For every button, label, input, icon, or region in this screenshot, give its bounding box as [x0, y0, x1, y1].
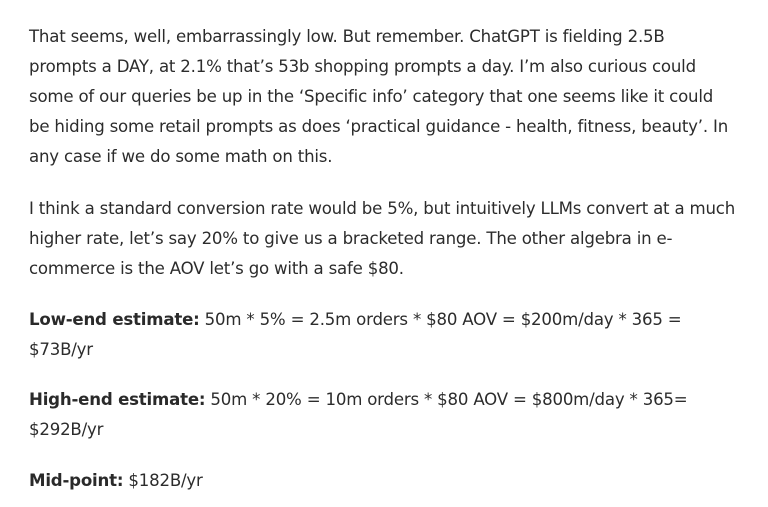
mid-point-value: $182B/yr [123, 471, 203, 490]
text-line: higher rate, let’s say 20% to give us a bracketed range. The other algebra in e- [29, 229, 673, 248]
mid-point-estimate [29, 466, 764, 496]
paragraph-conversion [29, 194, 764, 284]
text-line [29, 305, 764, 335]
text-line [29, 466, 764, 496]
text-line: any case if we do some math on this. [29, 147, 333, 166]
low-end-estimate [29, 305, 764, 365]
low-end-label: Low-end estimate: [29, 310, 200, 329]
high-end-formula: 50m * 20% = 10m orders * $80 AOV = $800m/day * 365= [205, 390, 688, 409]
high-end-label: High-end estimate: [29, 390, 206, 409]
high-end-estimate [29, 385, 764, 445]
high-end-result: $292B/yr [29, 420, 104, 439]
text-line: some of our queries be up in the ‘Specific info’ category that one seems like it could [29, 87, 714, 106]
text-line: prompts a DAY, at 2.1% that’s 53b shopping prompts a day. I’m also curious could [29, 57, 696, 76]
low-end-formula: 50m * 5% = 2.5m orders * $80 AOV = $200m/day * 365 = [199, 310, 682, 329]
low-end-result: $73B/yr [29, 340, 93, 359]
text-line: That seems, well, embarrassingly low. But remember. ChatGPT is fielding 2.5B [29, 27, 665, 46]
paragraph-intro [29, 22, 764, 172]
text-line: I think a standard conversion rate would be 5%, but intuitively LLMs convert at a much [29, 199, 736, 218]
text-line: commerce is the AOV let’s go with a safe $80. [29, 259, 404, 278]
mid-point-label: Mid-point: [29, 471, 124, 490]
text-line: be hiding some retail prompts as does ‘practical guidance - health, fitness, beauty’. In [29, 117, 729, 136]
text-line [29, 385, 764, 415]
